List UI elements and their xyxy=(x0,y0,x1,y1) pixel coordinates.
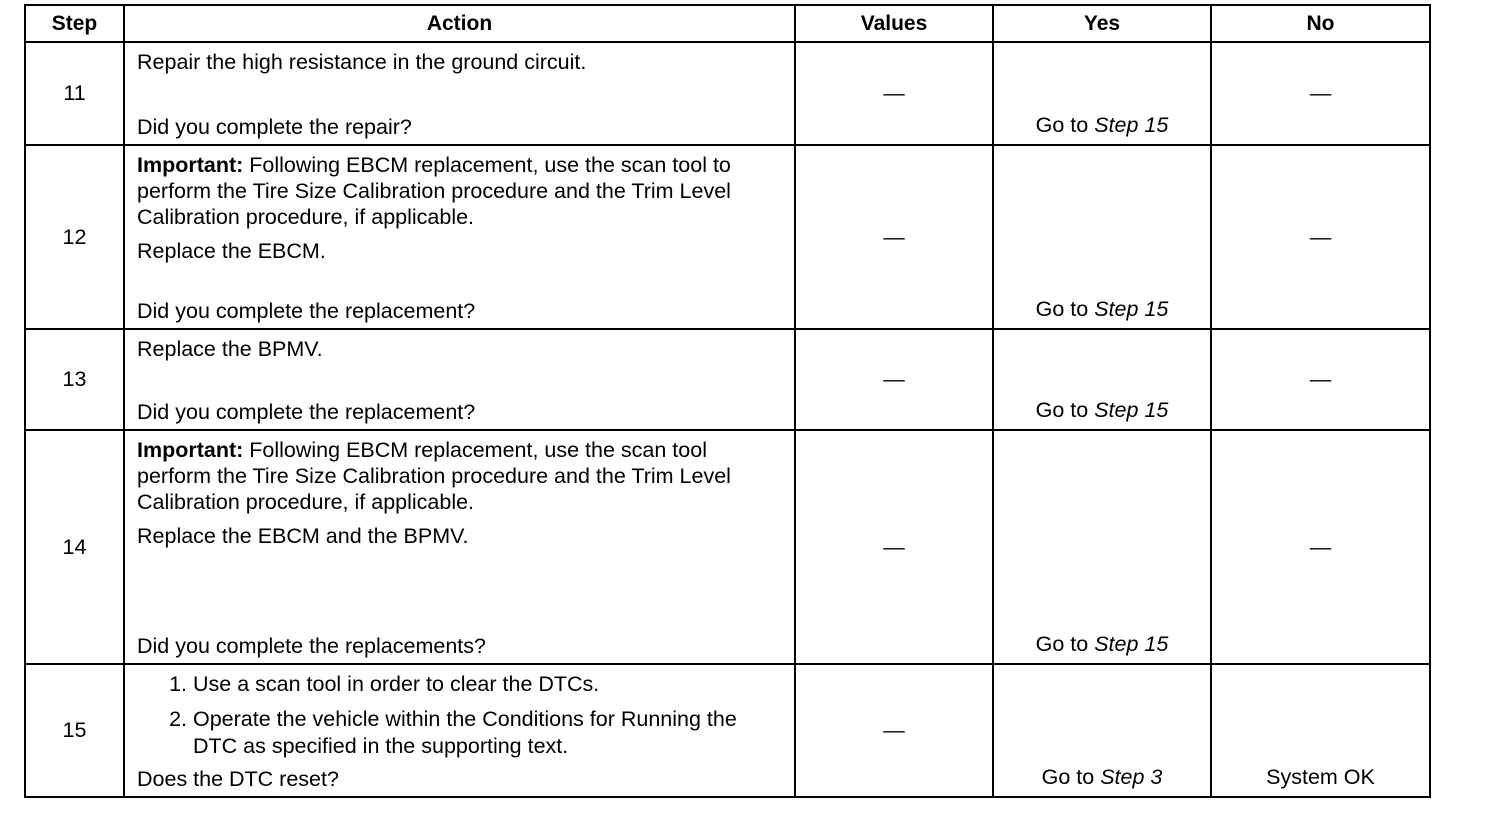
action-cell xyxy=(124,145,795,329)
procedure-item: 2. Operate the vehicle within the Conditions for Running the DTC as specified in the supporting text. xyxy=(193,706,784,760)
yes-step-link: Step 15 xyxy=(1094,297,1169,321)
table-row xyxy=(25,664,1430,797)
yes-cell xyxy=(993,42,1211,145)
yes-cell xyxy=(993,329,1211,430)
values-cell: — xyxy=(795,42,993,145)
header-row xyxy=(25,5,1430,42)
no-cell: — xyxy=(1211,430,1430,664)
action-question: Did you complete the replacement? xyxy=(137,299,476,323)
yes-step-link: Step 15 xyxy=(1094,113,1169,137)
action-cell xyxy=(124,329,795,430)
step-number: 11 xyxy=(25,42,124,145)
action-question: Did you complete the replacements? xyxy=(137,634,486,658)
yes-prefix: Go to xyxy=(1035,297,1095,321)
values-cell: — xyxy=(795,145,993,329)
values-cell: — xyxy=(795,329,993,430)
procedure-item: 1. Use a scan tool in order to clear the DTCs. xyxy=(193,671,784,698)
header-no: No xyxy=(1211,5,1430,42)
diagnostic-table xyxy=(24,4,1431,798)
table-row xyxy=(25,42,1430,145)
important-label: Important: xyxy=(137,438,244,462)
step-number: 15 xyxy=(25,664,124,797)
important-text: Following EBCM replacement, use the scan tool to perform the Tire Size Calibration procedure and the Trim Level Calibration procedure, if applicable. xyxy=(137,153,731,229)
action-text: Replace the EBCM. xyxy=(137,239,326,263)
important-label: Important: xyxy=(137,153,244,177)
step-number: 12 xyxy=(25,145,124,329)
action-question: Did you complete the replacement? xyxy=(137,400,476,424)
action-text: Replace the BPMV. xyxy=(137,337,323,361)
action-question: Did you complete the repair? xyxy=(137,115,412,139)
header-step: Step xyxy=(25,5,124,42)
no-cell: — xyxy=(1211,42,1430,145)
important-note xyxy=(137,437,784,515)
step-number: 13 xyxy=(25,329,124,430)
yes-prefix: Go to xyxy=(1041,765,1101,789)
yes-cell xyxy=(993,664,1211,797)
yes-step-link: Step 15 xyxy=(1094,632,1169,656)
table-row xyxy=(25,329,1430,430)
values-cell: — xyxy=(795,664,993,797)
no-cell: System OK xyxy=(1211,664,1430,797)
yes-step-link: Step 3 xyxy=(1100,765,1163,789)
yes-cell xyxy=(993,145,1211,329)
step-number: 14 xyxy=(25,430,124,664)
header-action: Action xyxy=(124,5,795,42)
table-row xyxy=(25,430,1430,664)
no-cell: — xyxy=(1211,329,1430,430)
yes-cell xyxy=(993,430,1211,664)
action-cell xyxy=(124,42,795,145)
yes-prefix: Go to xyxy=(1035,113,1095,137)
action-cell xyxy=(124,430,795,664)
yes-prefix: Go to xyxy=(1035,632,1095,656)
important-note xyxy=(137,152,784,230)
no-cell: — xyxy=(1211,145,1430,329)
procedure-list xyxy=(137,671,784,760)
header-values: Values xyxy=(795,5,993,42)
action-text: Replace the EBCM and the BPMV. xyxy=(137,524,469,548)
action-question: Does the DTC reset? xyxy=(137,767,339,791)
action-text: Repair the high resistance in the ground circuit. xyxy=(137,50,587,74)
action-cell xyxy=(124,664,795,797)
header-yes: Yes xyxy=(993,5,1211,42)
values-cell: — xyxy=(795,430,993,664)
important-text: Following EBCM replacement, use the scan tool perform the Tire Size Calibration procedure and the Trim Level Calibration procedure, if applicable. xyxy=(137,438,731,514)
yes-prefix: Go to xyxy=(1035,398,1095,422)
yes-step-link: Step 15 xyxy=(1094,398,1169,422)
table-row xyxy=(25,145,1430,329)
